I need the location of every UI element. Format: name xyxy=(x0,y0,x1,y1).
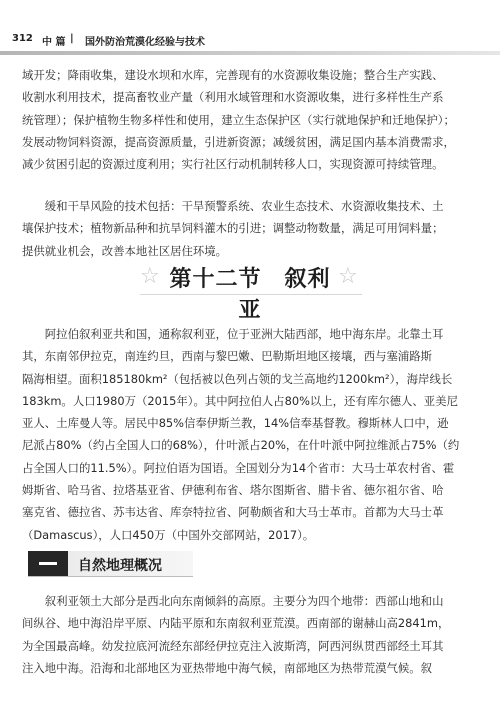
paragraph-2 xyxy=(22,195,480,262)
text-line: 尼派占80%（约占全国人口的68%），什叶派占20%，在什叶派中阿拉维派占75%（约 xyxy=(22,438,460,453)
paragraph-1 xyxy=(22,64,480,175)
subsection-number-badge xyxy=(28,551,68,577)
text-line: 注入地中海。沿海和北部地区为亚热带地中海气候，南部地区为热带荒漠气候。叙 xyxy=(22,660,433,675)
chapter-title: 国外防治荒漠化经验与技术 xyxy=(85,37,205,48)
header-rule xyxy=(0,51,500,55)
text-line: 其，东南邻伊拉克，南连约旦，西南与黎巴嫩、巴勒斯坦地区接壤，西与塞浦路斯 xyxy=(22,349,433,364)
text-line: 域开发；降雨收集，建设水坝和水库，完善现有的水资源收集设施；整合生产实践、 xyxy=(22,68,444,82)
text-line: 占全国人口的11.5%）。阿拉伯语为国语。全国划分为14个省市：大马士革农村省、霍 xyxy=(22,460,455,475)
subsection-heading xyxy=(28,551,193,577)
page-number: 312 xyxy=(12,33,33,44)
text-line: 缓和干旱风险的技术包括：干旱预警系统、农业生态技术、水资源收集技术、土 xyxy=(22,199,444,213)
text-line: 壤保护技术；植物新品种和抗旱饲料灌木的引进；调整动物数量，满足可用饲料量； xyxy=(22,221,444,236)
subsection-title: 自然地理概况 xyxy=(78,558,162,574)
subsection-underline xyxy=(28,576,193,577)
text-line: 阿拉伯叙利亚共和国，通称叙利亚，位于亚洲大陆西部，地中海东岸。北靠土耳 xyxy=(22,327,444,341)
star-icon: ☆ xyxy=(140,264,160,289)
section-title: 第十二节 叙利亚 xyxy=(169,267,331,323)
text-line: 发展动物饲料资源，提高资源质量，引进新资源；减缓贫困，满足国内基本消费需求， xyxy=(22,134,455,149)
text-line: 提供就业机会，改善本地社区居住环境。 xyxy=(22,243,228,258)
header-separator: | xyxy=(70,33,74,44)
text-line: 收割水利用技术，提高畜牧业产量（利用水域管理和水资源收集，进行多样性生产系 xyxy=(22,90,444,105)
section-heading xyxy=(0,262,500,323)
text-line: 隔海相望。面积185180km²（包括被以色列占领的戈兰高地约1200km²），海岸线长 xyxy=(22,371,453,386)
text-line: 183km。人口1980万（2015年）。其中阿拉伯人占80%以上，还有库尔德人、亚美尼 xyxy=(22,393,458,408)
page-header xyxy=(0,0,500,62)
part-label: 中 篇 xyxy=(42,37,66,48)
text-line: 为全国最高峰。幼发拉底河流经东部经伊拉克注入波斯湾，阿西河纵贯西部经土耳其 xyxy=(22,638,444,653)
paragraph-3 xyxy=(22,323,480,546)
text-line: 亚人、土库曼人等。居民中85%信奉伊斯兰教，14%信奉基督教。穆斯林人口中，逊 xyxy=(22,416,449,431)
text-line: 塞克省、德拉省、苏韦达省、库奈特拉省、阿勒颇省和大马士革市。首都为大马士革 xyxy=(22,505,444,520)
text-line: （Damascus），人口450万（中国外交部网站，2017）。 xyxy=(22,527,315,542)
paragraph-4 xyxy=(22,590,480,679)
text-line: 间纵谷、地中海沿岸平原、内陆平原和东南叙利亚荒漠。西南部的谢赫山高2841m， xyxy=(22,616,450,631)
text-line: 统管理）；保护植物生物多样性和使用，建立生态保护区（实行就地保护和迁地保护）； xyxy=(22,112,455,127)
dash-icon xyxy=(39,562,57,565)
section-underline xyxy=(140,294,362,295)
text-line: 减少贫困引起的资源过度利用；实行社区行动机制转移人口，实现资源可持续管理。 xyxy=(22,157,444,172)
text-line: 姆斯省、哈马省、拉塔基亚省、伊德利布省、塔尔图斯省、腊卡省、德尔祖尔省、哈 xyxy=(22,483,444,498)
star-icon: ☆ xyxy=(338,264,358,289)
text-line: 叙利亚领土大部分是西北向东南倾斜的高原。主要分为四个地带：西部山地和山 xyxy=(22,594,444,608)
